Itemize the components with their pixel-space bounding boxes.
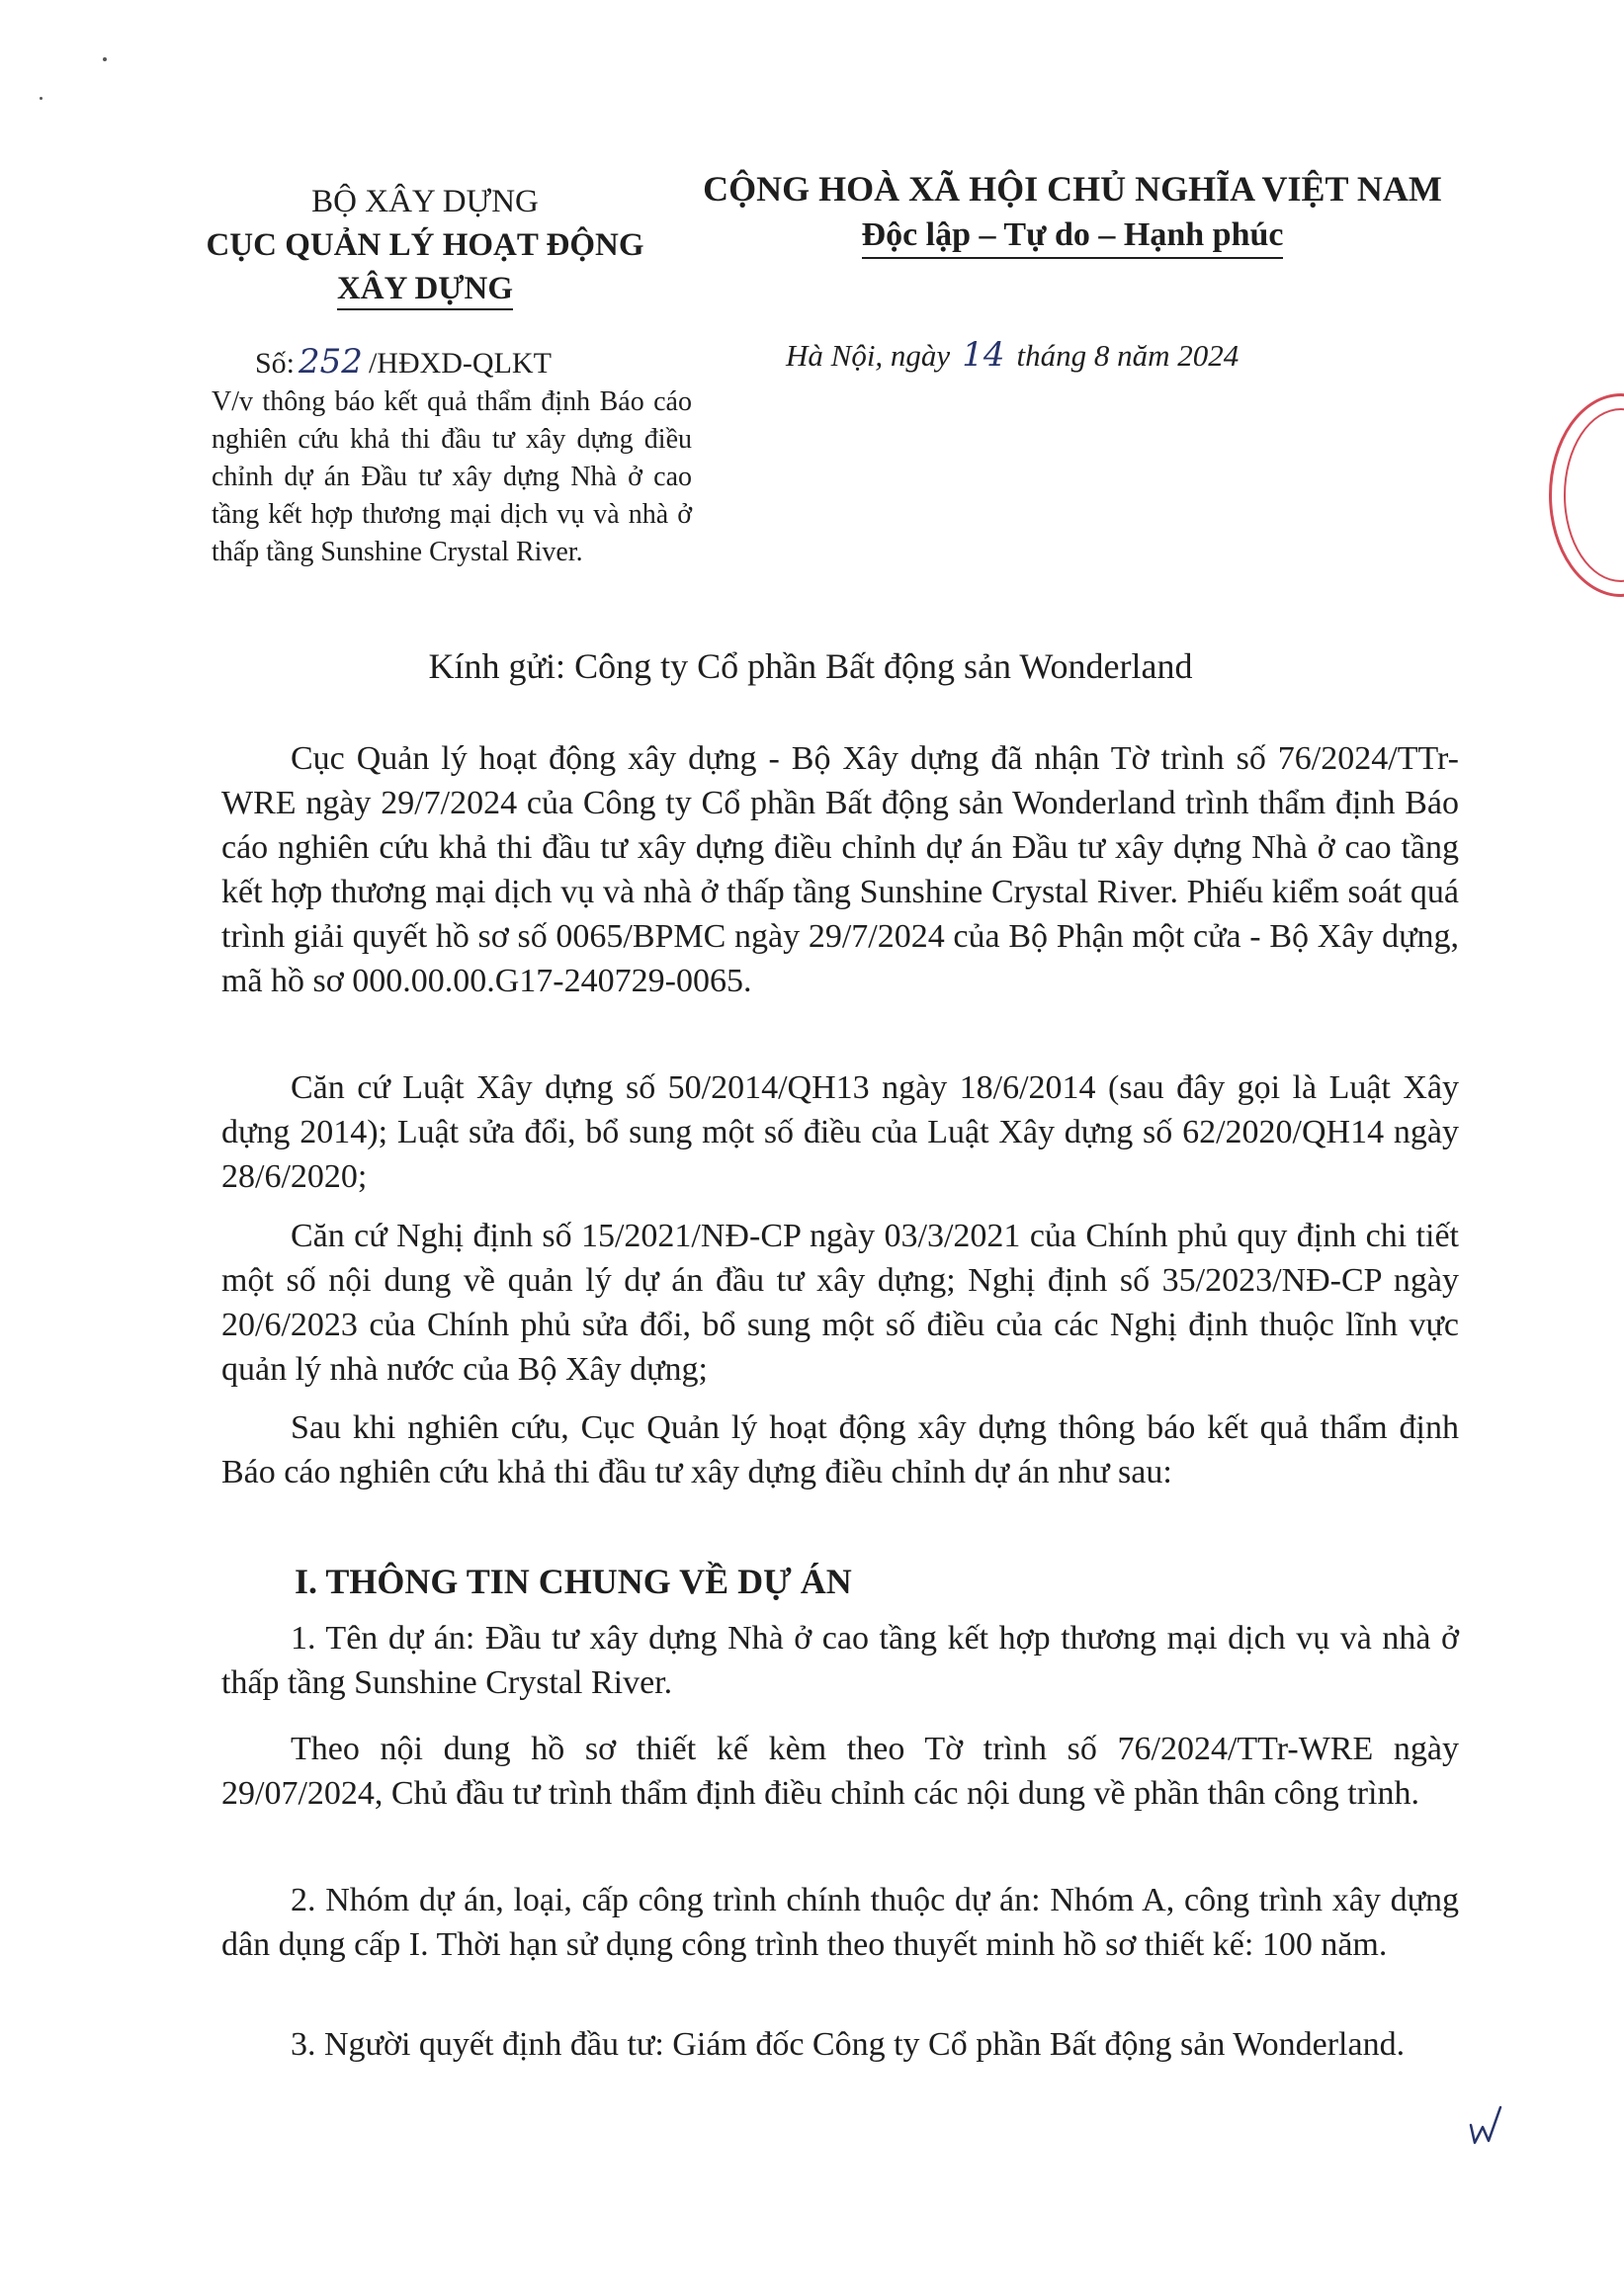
red-stamp-fragment bbox=[1549, 393, 1624, 597]
department-name-line1: CỤC QUẢN LÝ HOẠT ĐỘNG bbox=[206, 227, 644, 263]
scan-speck bbox=[103, 57, 107, 61]
scan-speck bbox=[40, 97, 43, 100]
department-name-line2: XÂY DỰNG bbox=[198, 267, 652, 310]
body-paragraph: Sau khi nghiên cứu, Cục Quản lý hoạt động xây dựng thông báo kết quả thẩm định Báo cáo nghiên cứu khả thi đầu tư xây dựng điều chỉnh dự án như sau: bbox=[221, 1409, 1459, 1490]
body-paragraph: Căn cứ Luật Xây dựng số 50/2014/QH13 ngày 18/6/2014 (sau đây gọi là Luật Xây dựng 2014); Luật sửa đổi, bổ sung một số điều của Luật Xây dựng số 62/2020/QH14 ngày 28/6/2020; bbox=[221, 1069, 1459, 1195]
section-paragraph: Theo nội dung hồ sơ thiết kế kèm theo Tờ trình số 76/2024/TTr-WRE ngày 29/07/2024, Chủ đầu tư trình thẩm định điều chỉnh các nội dung về phần thân công trình. bbox=[221, 1731, 1459, 1812]
recipient-greeting: Kính gửi: Công ty Cổ phần Bất động sản Wonderland bbox=[428, 646, 1193, 686]
document-subject: V/v thông báo kết quả thẩm định Báo cáo nghiên cứu khả thi đầu tư xây dựng điều chỉnh dự án Đầu tư xây dựng Nhà ở cao tầng kết hợp thương mại dịch vụ và nhà ở thấp tầng Sunshine Crystal River. bbox=[212, 386, 692, 567]
section-paragraph: 1. Tên dự án: Đầu tư xây dựng Nhà ở cao tầng kết hợp thương mại dịch vụ và nhà ở thấp tầng Sunshine Crystal River. bbox=[221, 1620, 1459, 1701]
handwritten-number: 252 bbox=[299, 342, 363, 382]
initials-signature bbox=[1467, 2101, 1516, 2151]
section-heading: I. THÔNG TIN CHUNG VỀ DỰ ÁN bbox=[295, 1562, 852, 1601]
body-paragraph: Cục Quản lý hoạt động xây dựng - Bộ Xây dựng đã nhận Tờ trình số 76/2024/TTr-WRE ngày 29/7/2024 của Công ty Cổ phần Bất động sản Wonderland trình thẩm định Báo cáo nghiên cứu khả thi đầu tư xây dựng điều chỉnh dự án Đầu tư xây dựng Nhà ở cao tầng kết hợp thương mại dịch vụ và nhà ở thấp tầng Sunshine Crystal River. Phiếu kiểm soát quá trình giải quyết hồ sơ số 0065/BPMC ngày 29/7/2024 của Bộ Phận một cửa - Bộ Xây dựng, mã hồ sơ 000.00.00.G17-240729-0065. bbox=[221, 740, 1459, 999]
national-title: CỘNG HOÀ XÃ HỘI CHỦ NGHĨA VIỆT NAM bbox=[703, 169, 1442, 209]
ministry-name: BỘ XÂY DỰNG bbox=[311, 184, 539, 219]
reference-number: Số: 252 /HĐXD-QLKT bbox=[255, 342, 552, 382]
section-paragraph: 3. Người quyết định đầu tư: Giám đốc Công ty Cổ phần Bất động sản Wonderland. bbox=[291, 2026, 1406, 2063]
section-paragraph: 2. Nhóm dự án, loại, cấp công trình chính thuộc dự án: Nhóm A, công trình xây dựng dân dụng cấp I. Thời hạn sử dụng công trình theo thuyết minh hồ sơ thiết kế: 100 năm. bbox=[221, 1882, 1459, 1963]
handwritten-day: 14 bbox=[962, 335, 1005, 375]
document-date: Hà Nội, ngày 14 tháng 8 năm 2024 bbox=[786, 335, 1239, 375]
national-motto: Độc lập – Tự do – Hạnh phúc bbox=[682, 213, 1463, 257]
body-paragraph: Căn cứ Nghị định số 15/2021/NĐ-CP ngày 03/3/2021 của Chính phủ quy định chi tiết một số nội dung về quản lý dự án đầu tư xây dựng; Nghị định số 35/2023/NĐ-CP ngày 20/6/2023 của Chính phủ sửa đổi, bổ sung một số điều của các Nghị định thuộc lĩnh vực quản lý nhà nước của Bộ Xây dựng; bbox=[221, 1218, 1459, 1388]
